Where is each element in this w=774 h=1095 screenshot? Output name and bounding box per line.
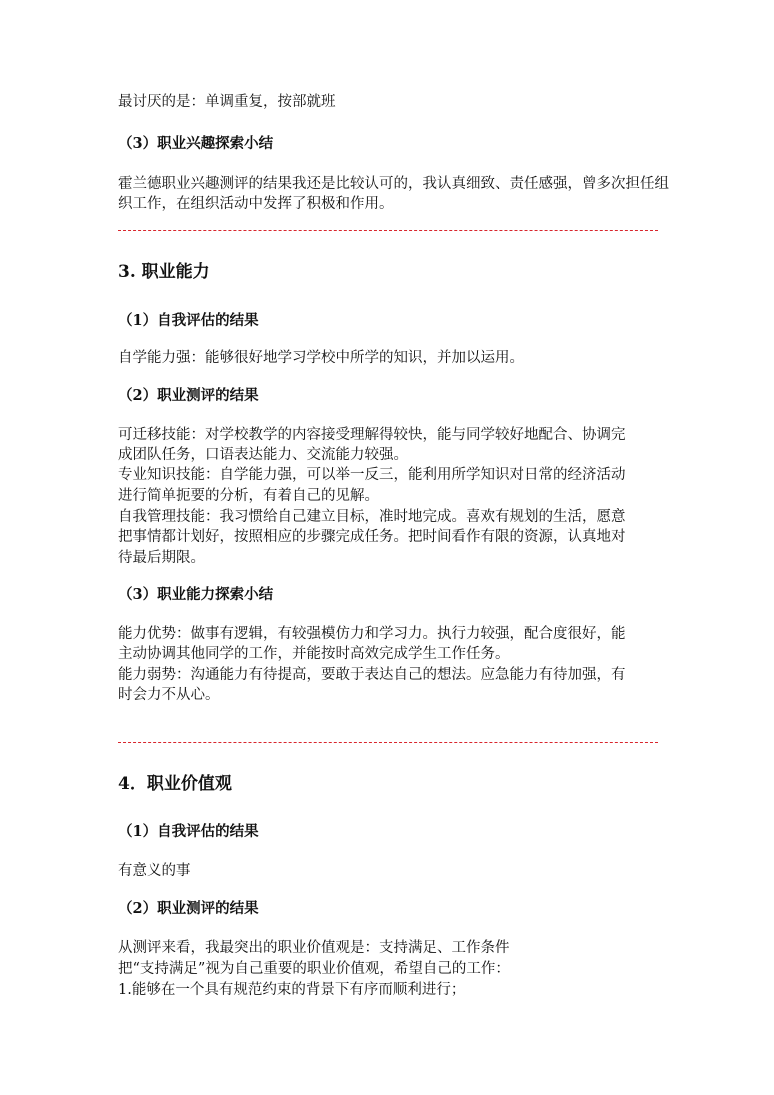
ability-test-line-6: 把事情都计划好，按照相应的步骤完成任务。把时间看作有限的资源，认真地对 <box>118 529 626 545</box>
ability-test-line-4: 进行简单扼要的分析，有着自己的见解。 <box>118 488 379 504</box>
ability-summary-line-4: 时会力不从心。 <box>118 687 220 703</box>
section-4-title: 4．职业价值观 <box>118 774 232 794</box>
ability-summary-line-2: 主动协调其他同学的工作，并能按时高效完成学生工作任务。 <box>118 646 510 662</box>
section-divider-2 <box>118 742 658 743</box>
ability-test-line-7: 待最后期限。 <box>118 550 205 566</box>
ability-test-line-3: 专业知识技能：自学能力强，可以举一反三，能利用所学知识对日常的经济活动 <box>118 467 626 483</box>
interest-summary-heading: （3）职业兴趣探索小结 <box>118 135 274 152</box>
values-test-line-2: 把“支持满足”视为自己重要的职业价值观，希望自己的工作： <box>118 961 510 977</box>
ability-summary-line-3: 能力弱势：沟通能力有待提高，要敢于表达自己的想法。应急能力有待加强，有 <box>118 667 626 683</box>
values-test-line-1: 从测评来看，我最突出的职业价值观是：支持满足、工作条件 <box>118 940 510 956</box>
interest-summary-line-1: 霍兰德职业兴趣测评的结果我还是比较认可的，我认真细致、责任感强，曾多次担任组 <box>118 176 669 192</box>
ability-summary-line-1: 能力优势：做事有逻辑，有较强模仿力和学习力。执行力较强，配合度很好，能 <box>118 626 626 642</box>
ability-test-line-5: 自我管理技能：我习惯给自己建立目标，准时地完成。喜欢有规划的生活，愿意 <box>118 509 626 525</box>
ability-self-assessment-heading: （1）自我评估的结果 <box>118 312 259 329</box>
ability-test-heading: （2）职业测评的结果 <box>118 387 259 404</box>
values-self-assessment-text: 有意义的事 <box>118 863 191 879</box>
values-test-heading: （2）职业测评的结果 <box>118 900 259 917</box>
dislike-text: 最讨厌的是：单调重复，按部就班 <box>118 94 336 110</box>
ability-summary-heading: （3）职业能力探索小结 <box>118 586 274 603</box>
values-test-line-3: 1.能够在一个具有规范约束的背景下有序而顺利进行； <box>118 982 466 998</box>
section-divider-1 <box>118 230 658 231</box>
section-3-title: 3. 职业能力 <box>118 262 210 282</box>
ability-test-line-2: 成团队任务，口语表达能力、交流能力较强。 <box>118 447 408 463</box>
interest-summary-line-2: 织工作，在组织活动中发挥了积极和作用。 <box>118 196 394 212</box>
ability-self-assessment-text: 自学能力强：能够很好地学习学校中所学的知识，并加以运用。 <box>118 350 524 366</box>
values-self-assessment-heading: （1）自我评估的结果 <box>118 823 259 840</box>
ability-test-line-1: 可迁移技能：对学校教学的内容接受理解得较快，能与同学较好地配合、协调完 <box>118 427 626 443</box>
